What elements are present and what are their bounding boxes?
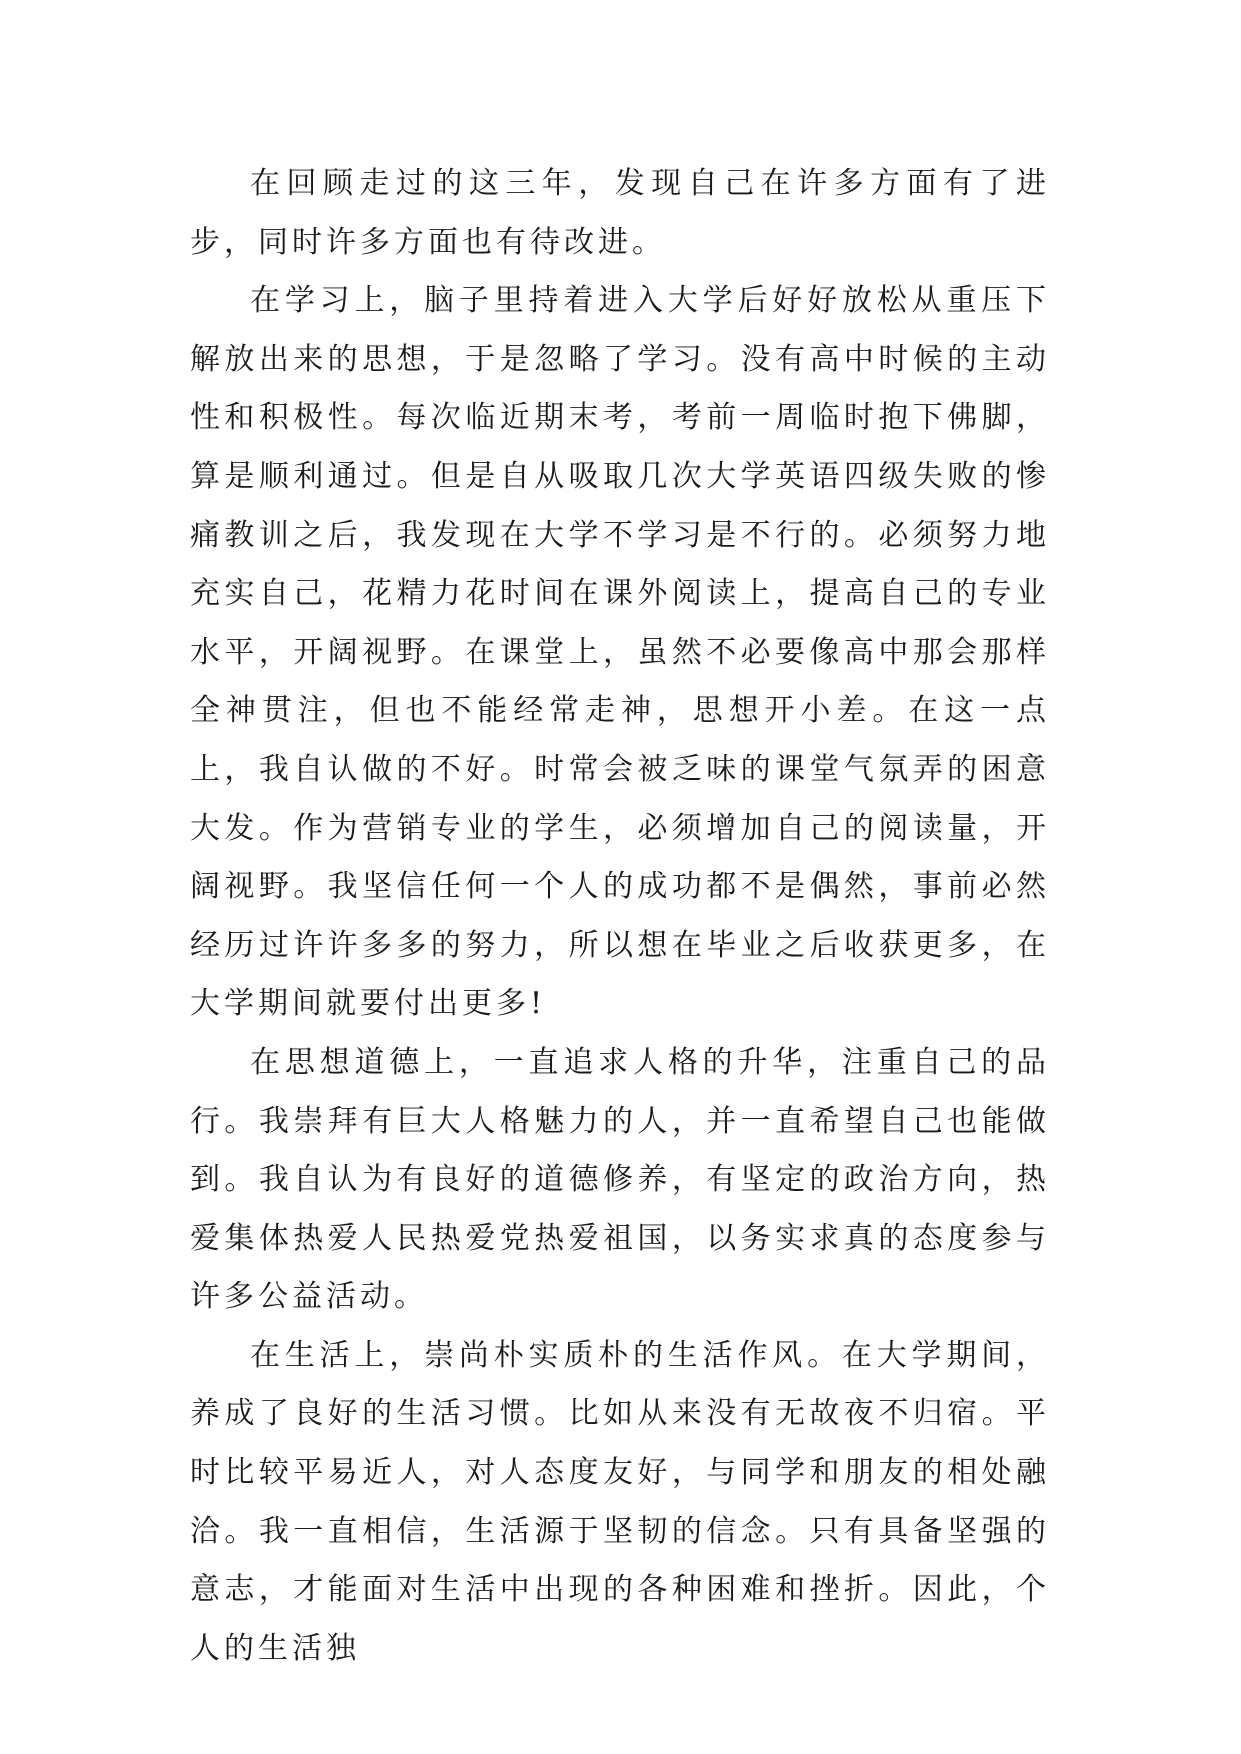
paragraph-study: 在学习上，脑子里持着进入大学后好好放松从重压下解放出来的思想，于是忽略了学习。没有高中时候的主动性和积极性。每次临近期末考，考前一周临时抱下佛脚，算是顺利通过。但是自从吸取几次大学英语四级失败的惨痛教训之后，我发现在大学不学习是不行的。必须努力地充实自己，花精力花时间在课外阅读上，提高自己的专业水平，开阔视野。在课堂上，虽然不必要像高中那会那样全神贯注，但也不能经常走神，思想开小差。在这一点上，我自认做的不好。时常会被乏味的课堂气氛弄的困意大发。作为营销专业的学生，必须增加自己的阅读量，开阔视野。我坚信任何一个人的成功都不是偶然，事前必然经历过许许多多的努力，所以想在毕业之后收获更多，在大学期间就要付出更多! <box>190 283 1050 1022</box>
paragraph-life: 在生活上，崇尚朴实质朴的生活作风。在大学期间，养成了良好的生活习惯。比如从来没有无故夜不归宿。平时比较平易近人，对人态度友好，与同学和朋友的相处融洽。我一直相信，生活源于坚韧的信念。只有具备坚强的意志，才能面对生活中出现的各种困难和挫折。因此，个人的生活独 <box>190 1337 1050 1666</box>
paragraph-morality: 在思想道德上，一直追求人格的升华，注重自己的品行。我崇拜有巨大人格魅力的人，并一直希望自己也能做到。我自认为有良好的道德修养，有坚定的政治方向，热爱集体热爱人民热爱党热爱祖国，以务实求真的态度参与许多公益活动。 <box>190 1044 1050 1315</box>
document-body <box>190 155 1050 1678</box>
paragraph-intro: 在回顾走过的这三年，发现自己在许多方面有了进步，同时许多方面也有待改进。 <box>190 166 1050 260</box>
